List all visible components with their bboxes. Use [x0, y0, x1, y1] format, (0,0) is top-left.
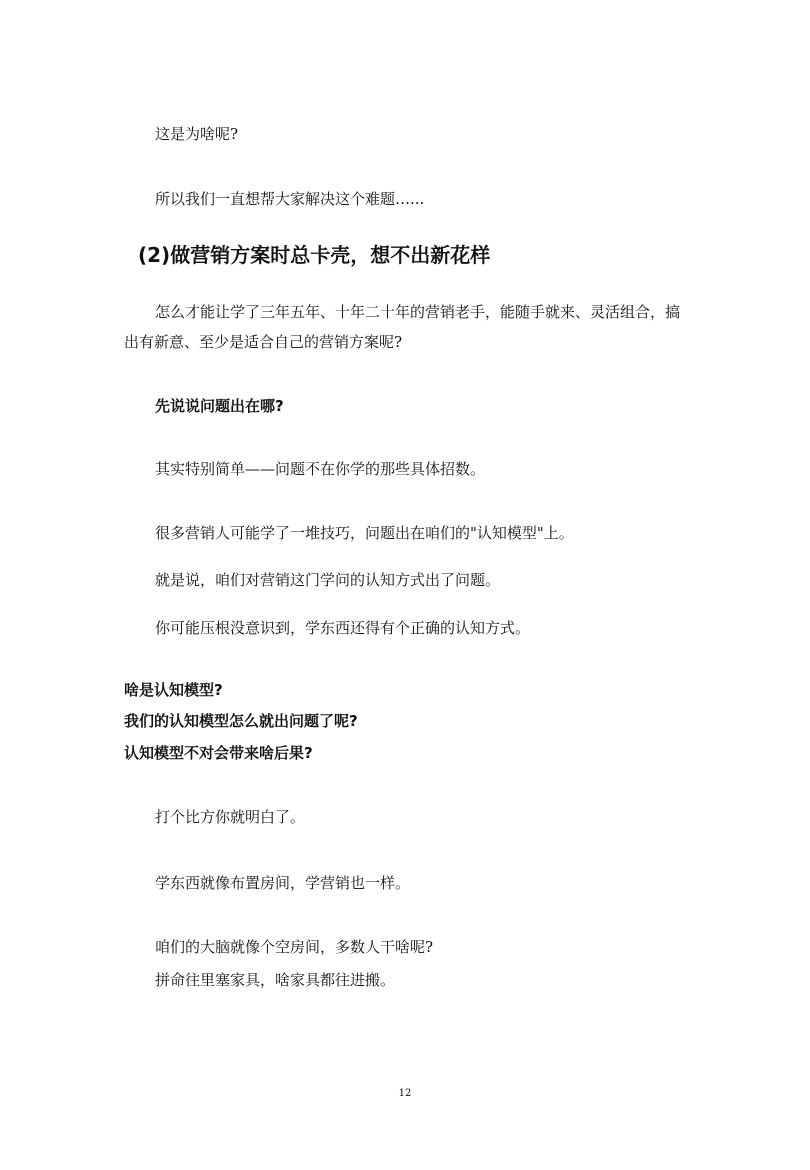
question-why-problem: 我们的认知模型怎么就出问题了呢?	[124, 712, 358, 730]
paragraph-brain-room: 咱们的大脑就像个空房间，多数人干啥呢?	[155, 938, 434, 956]
paragraph-question-veterans: 怎么才能让学了三年五年、十年二十年的营销老手，能随手就来、灵活组合，搞出有新意、至少是适合自己的营销方案呢?	[124, 303, 681, 351]
question-what-is-model: 啥是认知模型?	[124, 681, 223, 699]
paragraph-cognitive-model: 很多营销人可能学了一堆技巧，问题出在咱们的"认知模型"上。	[155, 524, 574, 542]
page-number: 12	[398, 1088, 412, 1099]
paragraph-help-solve: 所以我们一直想帮大家解决这个难题…...	[155, 190, 425, 208]
question-consequence: 认知模型不对会带来啥后果?	[124, 744, 313, 762]
section-heading: (2)做营销方案时总卡壳，想不出新花样	[138, 243, 491, 267]
subheading-where-problem: 先说说问题出在哪?	[155, 397, 284, 415]
paragraph-room: 学东西就像布置房间，学营销也一样。	[155, 874, 411, 892]
paragraph-not-aware: 你可能压根没意识到，学东西还得有个正确的认知方式。	[155, 619, 531, 637]
paragraph-cognitive-way: 就是说，咱们对营销这门学问的认知方式出了问题。	[155, 571, 501, 589]
paragraph-analogy: 打个比方你就明白了。	[155, 808, 306, 826]
paragraph-why: 这是为啥呢?	[155, 125, 239, 143]
paragraph-furniture: 拼命往里塞家具，啥家具都往进搬。	[155, 971, 396, 989]
paragraph-simple: 其实特别简单——问题不在你学的那些具体招数。	[155, 460, 486, 478]
